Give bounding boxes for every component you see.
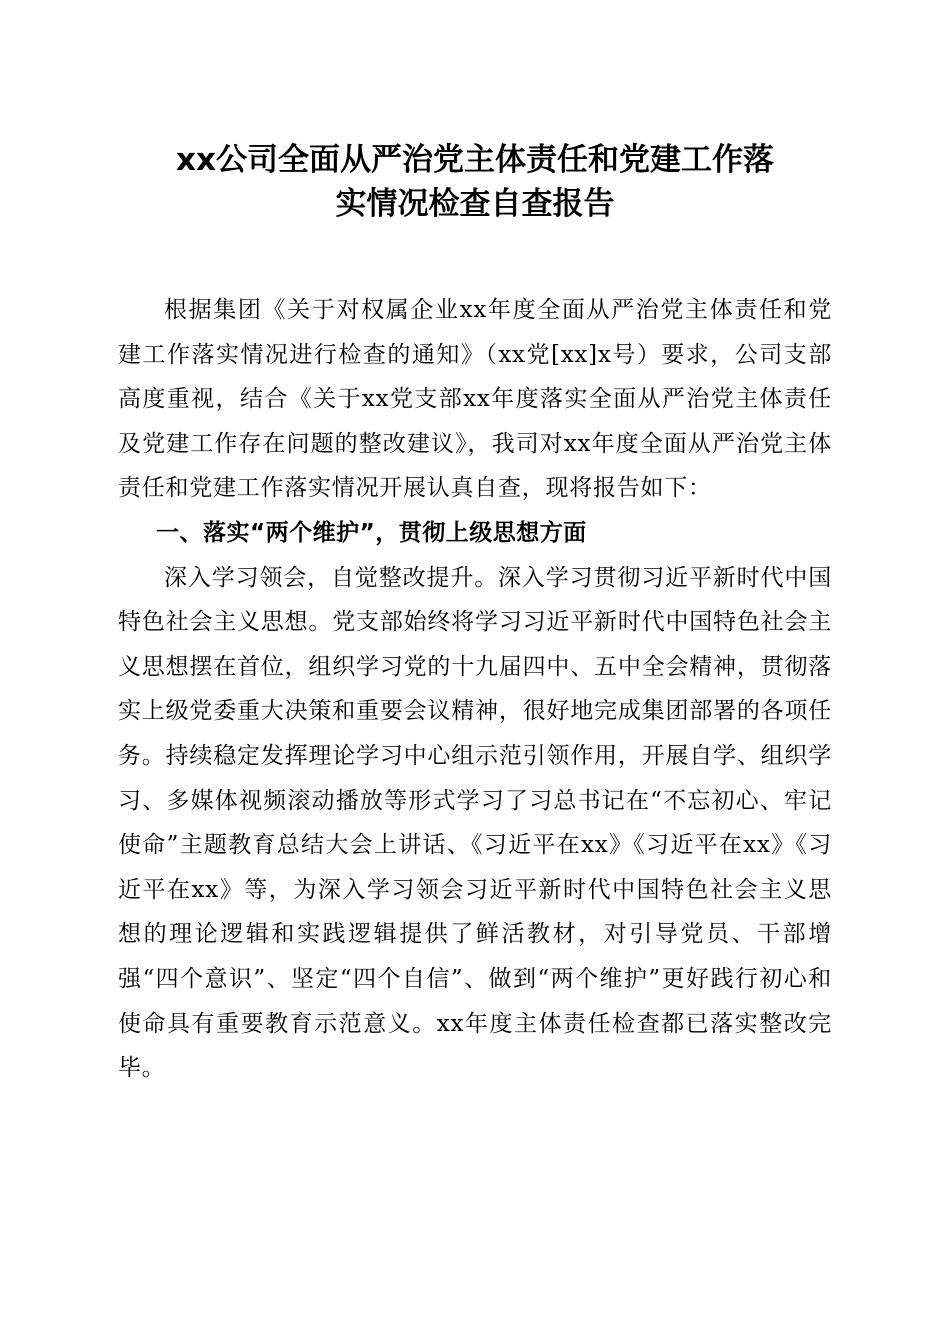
- title-line-1: xx公司全面从严治党主体责任和党建工作落: [176, 142, 774, 178]
- document-page: [118, 138, 832, 1091]
- title-line-2: 实情况检查自查报告: [335, 186, 615, 222]
- section-1-paragraph: 深入学习领会，自觉整改提升。深入学习贯彻习近平新时代中国特色社会主义思想。党支部始终将学习习近平新时代中国特色社会主义思想摆在首位，组织学习党的十九届四中、五中全会精神，贯彻落实上级党委重大决策和重要会议精神，很好地完成集团部署的各项任务。持续稳定发挥理论学习中心组示范引领作用，开展自学、组织学习、多媒体视频滚动播放等形式学习了习总书记在“不忘初心、牢记使命”主题教育总结大会上讲话、《习近平在xx》《习近平在xx》《习近平在xx》等，为深入学习领会习近平新时代中国特色社会主义思想的理论逻辑和实践逻辑提供了鲜活教材，对引导党员、干部增强“四个意识”、坚定“四个自信”、做到“两个维护”更好践行初心和使命具有重要教育示范意义。xx年度主体责任检查都已落实整改完毕。: [118, 564, 832, 1082]
- section-1-heading: 一、落实“两个维护”，贯彻上级思想方面: [156, 519, 587, 546]
- intro-paragraph: 根据集团《关于对权属企业xx年度全面从严治党主体责任和党建工作落实情况进行检查的通知》（xx党[xx]x号）要求，公司支部高度重视，结合《关于xx党支部xx年度落实全面从严治党主体责任及党建工作存在问题的整改建议》，我司对xx年度全面从严治党主体责任和党建工作落实情况开展认真自查，现将报告如下：: [118, 297, 832, 502]
- document-title: [118, 138, 832, 226]
- document-body: [118, 288, 832, 1091]
